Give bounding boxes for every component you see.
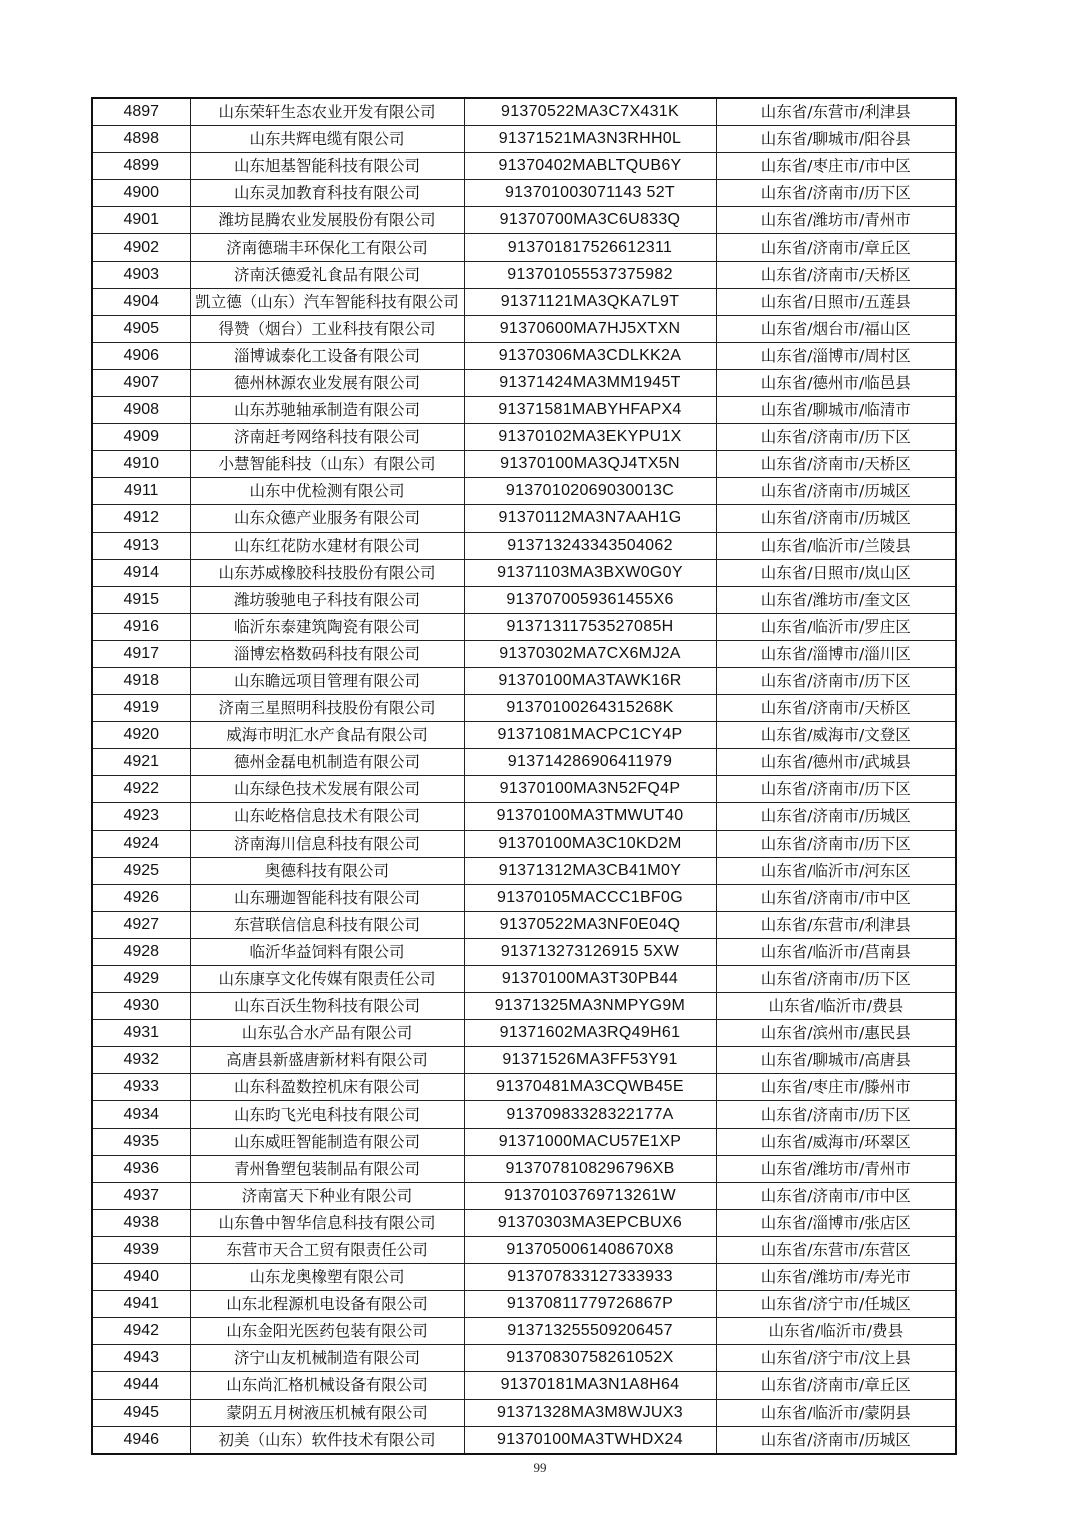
serial-number-cell: 4907 (92, 369, 190, 396)
credit-code-cell: 913714286906411979 (464, 749, 716, 776)
region-cell: 山东省/潍坊市/青州市 (716, 207, 956, 234)
company-name-cell: 济南富天下种业有限公司 (190, 1182, 464, 1209)
company-name-cell: 潍坊昆腾农业发展股份有限公司 (190, 207, 464, 234)
credit-code-cell: 91370306MA3CDLKK2A (464, 342, 716, 369)
serial-number-cell: 4936 (92, 1155, 190, 1182)
table-row (92, 776, 956, 803)
company-name-cell: 山东中优检测有限公司 (190, 478, 464, 505)
table-row (92, 1182, 956, 1209)
credit-code-cell: 91370100MA3TWHDX24 (464, 1426, 716, 1454)
table-row (92, 1101, 956, 1128)
region-cell: 山东省/日照市/五莲县 (716, 288, 956, 315)
table-row (92, 1264, 956, 1291)
serial-number-cell: 4930 (92, 993, 190, 1020)
credit-code-cell: 913701055537375982 (464, 261, 716, 288)
region-cell: 山东省/济南市/历下区 (716, 966, 956, 993)
table-row (92, 397, 956, 424)
serial-number-cell: 4944 (92, 1372, 190, 1399)
company-table-container (91, 97, 955, 1455)
company-name-cell: 山东龙奥橡塑有限公司 (190, 1264, 464, 1291)
serial-number-cell: 4938 (92, 1209, 190, 1236)
serial-number-cell: 4942 (92, 1318, 190, 1345)
region-cell: 山东省/潍坊市/青州市 (716, 1155, 956, 1182)
region-cell: 山东省/济宁市/任城区 (716, 1291, 956, 1318)
credit-code-cell: 91370302MA7CX6MJ2A (464, 640, 716, 667)
credit-code-cell: 91370100MA3TMWUT40 (464, 803, 716, 830)
table-row (92, 938, 956, 965)
region-cell: 山东省/淄博市/淄川区 (716, 640, 956, 667)
credit-code-cell: 91371526MA3FF53Y91 (464, 1047, 716, 1074)
company-name-cell: 德州金磊电机制造有限公司 (190, 749, 464, 776)
table-row (92, 722, 956, 749)
serial-number-cell: 4918 (92, 667, 190, 694)
serial-number-cell: 4920 (92, 722, 190, 749)
company-name-cell: 临沂华益饲料有限公司 (190, 938, 464, 965)
table-row (92, 1236, 956, 1263)
credit-code-cell: 91371602MA3RQ49H61 (464, 1020, 716, 1047)
region-cell: 山东省/枣庄市/市中区 (716, 153, 956, 180)
table-row (92, 261, 956, 288)
table-row (92, 424, 956, 451)
serial-number-cell: 4908 (92, 397, 190, 424)
credit-code-cell: 91371081MACPC1CY4P (464, 722, 716, 749)
credit-code-cell: 91370830758261052X (464, 1345, 716, 1372)
region-cell: 山东省/临沂市/费县 (716, 993, 956, 1020)
serial-number-cell: 4903 (92, 261, 190, 288)
company-name-cell: 山东灵加教育科技有限公司 (190, 180, 464, 207)
serial-number-cell: 4910 (92, 451, 190, 478)
serial-number-cell: 4935 (92, 1128, 190, 1155)
table-row (92, 180, 956, 207)
region-cell: 山东省/济南市/历下区 (716, 180, 956, 207)
serial-number-cell: 4902 (92, 234, 190, 261)
page-number: 99 (533, 1460, 547, 1475)
serial-number-cell: 4934 (92, 1101, 190, 1128)
table-row (92, 695, 956, 722)
region-cell: 山东省/潍坊市/寿光市 (716, 1264, 956, 1291)
serial-number-cell: 4943 (92, 1345, 190, 1372)
region-cell: 山东省/枣庄市/滕州市 (716, 1074, 956, 1101)
serial-number-cell: 4937 (92, 1182, 190, 1209)
company-name-cell: 济南德瑞丰环保化工有限公司 (190, 234, 464, 261)
company-name-cell: 淄博诚泰化工设备有限公司 (190, 342, 464, 369)
region-cell: 山东省/济南市/天桥区 (716, 451, 956, 478)
serial-number-cell: 4913 (92, 532, 190, 559)
credit-code-cell: 913713273126915 5XW (464, 938, 716, 965)
company-name-cell: 东营联信信息科技有限公司 (190, 911, 464, 938)
table-row (92, 1020, 956, 1047)
credit-code-cell: 91370522MA3C7X431K (464, 98, 716, 126)
region-cell: 山东省/济南市/天桥区 (716, 261, 956, 288)
credit-code-cell: 9137070059361455X6 (464, 586, 716, 613)
region-cell: 山东省/临沂市/河东区 (716, 857, 956, 884)
serial-number-cell: 4933 (92, 1074, 190, 1101)
table-row (92, 478, 956, 505)
company-name-cell: 山东康享文化传媒有限责任公司 (190, 966, 464, 993)
region-cell: 山东省/济南市/历城区 (716, 803, 956, 830)
table-row (92, 1209, 956, 1236)
company-name-cell: 德州林源农业发展有限公司 (190, 369, 464, 396)
credit-code-cell: 91370105MACCC1BF0G (464, 884, 716, 911)
credit-code-cell: 91371424MA3MM1945T (464, 369, 716, 396)
table-row (92, 911, 956, 938)
credit-code-cell: 91370100MA3T30PB44 (464, 966, 716, 993)
table-row (92, 1155, 956, 1182)
credit-code-cell: 9137050061408670X8 (464, 1236, 716, 1263)
serial-number-cell: 4919 (92, 695, 190, 722)
table-row (92, 342, 956, 369)
credit-code-cell: 91370983328322177A (464, 1101, 716, 1128)
table-row (92, 234, 956, 261)
credit-code-cell: 91370100264315268K (464, 695, 716, 722)
company-name-cell: 威海市明汇水产食品有限公司 (190, 722, 464, 749)
company-name-cell: 山东屹格信息技术有限公司 (190, 803, 464, 830)
region-cell: 山东省/威海市/环翠区 (716, 1128, 956, 1155)
serial-number-cell: 4916 (92, 613, 190, 640)
serial-number-cell: 4915 (92, 586, 190, 613)
company-name-cell: 得赞（烟台）工业科技有限公司 (190, 315, 464, 342)
company-name-cell: 济南赶考网络科技有限公司 (190, 424, 464, 451)
credit-code-cell: 91370522MA3NF0E04Q (464, 911, 716, 938)
credit-code-cell: 913701003071143 52T (464, 180, 716, 207)
serial-number-cell: 4929 (92, 966, 190, 993)
company-table (91, 97, 957, 1455)
credit-code-cell: 91370100MA3C10KD2M (464, 830, 716, 857)
table-row (92, 586, 956, 613)
company-name-cell: 山东绿色技术发展有限公司 (190, 776, 464, 803)
region-cell: 山东省/济南市/历城区 (716, 478, 956, 505)
company-name-cell: 山东昀飞光电科技有限公司 (190, 1101, 464, 1128)
serial-number-cell: 4931 (92, 1020, 190, 1047)
region-cell: 山东省/济南市/历城区 (716, 1426, 956, 1454)
company-name-cell: 山东众德产业服务有限公司 (190, 505, 464, 532)
region-cell: 山东省/滨州市/惠民县 (716, 1020, 956, 1047)
table-row (92, 884, 956, 911)
serial-number-cell: 4898 (92, 126, 190, 153)
table-row (92, 803, 956, 830)
region-cell: 山东省/临沂市/蒙阴县 (716, 1399, 956, 1426)
table-row (92, 98, 956, 126)
serial-number-cell: 4941 (92, 1291, 190, 1318)
region-cell: 山东省/济南市/章丘区 (716, 234, 956, 261)
region-cell: 山东省/济南市/市中区 (716, 884, 956, 911)
region-cell: 山东省/济南市/市中区 (716, 1182, 956, 1209)
table-row (92, 1345, 956, 1372)
credit-code-cell: 91371000MACU57E1XP (464, 1128, 716, 1155)
region-cell: 山东省/东营市/利津县 (716, 98, 956, 126)
region-cell: 山东省/烟台市/福山区 (716, 315, 956, 342)
company-name-cell: 山东弘合水产品有限公司 (190, 1020, 464, 1047)
region-cell: 山东省/济南市/历下区 (716, 776, 956, 803)
company-name-cell: 山东北程源机电设备有限公司 (190, 1291, 464, 1318)
credit-code-cell: 91370102MA3EKYPU1X (464, 424, 716, 451)
credit-code-cell: 91370100MA3N52FQ4P (464, 776, 716, 803)
region-cell: 山东省/临沂市/费县 (716, 1318, 956, 1345)
region-cell: 山东省/威海市/文登区 (716, 722, 956, 749)
credit-code-cell: 91370112MA3N7AAH1G (464, 505, 716, 532)
region-cell: 山东省/聊城市/临清市 (716, 397, 956, 424)
region-cell: 山东省/德州市/临邑县 (716, 369, 956, 396)
credit-code-cell: 913707833127333933 (464, 1264, 716, 1291)
credit-code-cell: 91371328MA3M8WJUX3 (464, 1399, 716, 1426)
region-cell: 山东省/淄博市/张店区 (716, 1209, 956, 1236)
credit-code-cell: 91371581MABYHFAPX4 (464, 397, 716, 424)
table-row (92, 667, 956, 694)
credit-code-cell: 91370811779726867P (464, 1291, 716, 1318)
credit-code-cell: 91371521MA3N3RHH0L (464, 126, 716, 153)
region-cell: 山东省/临沂市/兰陵县 (716, 532, 956, 559)
table-row (92, 288, 956, 315)
company-name-cell: 初美（山东）软件技术有限公司 (190, 1426, 464, 1454)
table-row (92, 640, 956, 667)
company-name-cell: 奥德科技有限公司 (190, 857, 464, 884)
region-cell: 山东省/济南市/历下区 (716, 667, 956, 694)
company-name-cell: 山东共辉电缆有限公司 (190, 126, 464, 153)
region-cell: 山东省/淄博市/周村区 (716, 342, 956, 369)
credit-code-cell: 91370481MA3CQWB45E (464, 1074, 716, 1101)
table-row (92, 369, 956, 396)
region-cell: 山东省/济南市/章丘区 (716, 1372, 956, 1399)
company-name-cell: 山东荣轩生态农业开发有限公司 (190, 98, 464, 126)
company-name-cell: 山东旭基智能科技有限公司 (190, 153, 464, 180)
serial-number-cell: 4927 (92, 911, 190, 938)
serial-number-cell: 4921 (92, 749, 190, 776)
table-row (92, 1047, 956, 1074)
credit-code-cell: 91370700MA3C6U833Q (464, 207, 716, 234)
company-name-cell: 高唐县新盛唐新材料有限公司 (190, 1047, 464, 1074)
credit-code-cell: 913713255509206457 (464, 1318, 716, 1345)
serial-number-cell: 4909 (92, 424, 190, 451)
region-cell: 山东省/聊城市/高唐县 (716, 1047, 956, 1074)
region-cell: 山东省/济南市/天桥区 (716, 695, 956, 722)
company-name-cell: 济南三星照明科技股份有限公司 (190, 695, 464, 722)
serial-number-cell: 4917 (92, 640, 190, 667)
serial-number-cell: 4912 (92, 505, 190, 532)
serial-number-cell: 4928 (92, 938, 190, 965)
company-name-cell: 淄博宏格数码科技有限公司 (190, 640, 464, 667)
company-name-cell: 山东珊迦智能科技有限公司 (190, 884, 464, 911)
credit-code-cell: 91370303MA3EPCBUX6 (464, 1209, 716, 1236)
company-name-cell: 济宁山友机械制造有限公司 (190, 1345, 464, 1372)
company-name-cell: 东营市天合工贸有限责任公司 (190, 1236, 464, 1263)
company-name-cell: 山东苏驰轴承制造有限公司 (190, 397, 464, 424)
region-cell: 山东省/聊城市/阳谷县 (716, 126, 956, 153)
company-name-cell: 山东百沃生物科技有限公司 (190, 993, 464, 1020)
credit-code-cell: 913701817526612311 (464, 234, 716, 261)
region-cell: 山东省/日照市/岚山区 (716, 559, 956, 586)
table-row (92, 1399, 956, 1426)
serial-number-cell: 4905 (92, 315, 190, 342)
credit-code-cell: 91371325MA3NMPYG9M (464, 993, 716, 1020)
serial-number-cell: 4946 (92, 1426, 190, 1454)
credit-code-cell: 91370102069030013C (464, 478, 716, 505)
table-row (92, 315, 956, 342)
table-row (92, 559, 956, 586)
company-name-cell: 山东鲁中智华信息科技有限公司 (190, 1209, 464, 1236)
company-name-cell: 凯立德（山东）汽车智能科技有限公司 (190, 288, 464, 315)
credit-code-cell: 91370600MA7HJ5XTXN (464, 315, 716, 342)
table-row (92, 207, 956, 234)
serial-number-cell: 4897 (92, 98, 190, 126)
company-name-cell: 临沂东泰建筑陶瓷有限公司 (190, 613, 464, 640)
serial-number-cell: 4900 (92, 180, 190, 207)
serial-number-cell: 4945 (92, 1399, 190, 1426)
region-cell: 山东省/济宁市/汶上县 (716, 1345, 956, 1372)
table-row (92, 153, 956, 180)
company-name-cell: 山东瞻远项目管理有限公司 (190, 667, 464, 694)
credit-code-cell: 91370402MABLTQUB6Y (464, 153, 716, 180)
region-cell: 山东省/东营市/东营区 (716, 1236, 956, 1263)
serial-number-cell: 4901 (92, 207, 190, 234)
company-name-cell: 山东苏威橡胶科技股份有限公司 (190, 559, 464, 586)
company-name-cell: 青州鲁塑包装制品有限公司 (190, 1155, 464, 1182)
table-row (92, 1426, 956, 1454)
table-row (92, 1128, 956, 1155)
company-name-cell: 济南沃德爱礼食品有限公司 (190, 261, 464, 288)
region-cell: 山东省/济南市/历下区 (716, 830, 956, 857)
serial-number-cell: 4922 (92, 776, 190, 803)
credit-code-cell: 91370100MA3QJ4TX5N (464, 451, 716, 478)
company-name-cell: 山东威旺智能制造有限公司 (190, 1128, 464, 1155)
company-name-cell: 蒙阴五月树液压机械有限公司 (190, 1399, 464, 1426)
credit-code-cell: 91371103MA3BXW0G0Y (464, 559, 716, 586)
table-row (92, 505, 956, 532)
credit-code-cell: 91371121MA3QKA7L9T (464, 288, 716, 315)
company-name-cell: 济南海川信息科技有限公司 (190, 830, 464, 857)
serial-number-cell: 4914 (92, 559, 190, 586)
table-row (92, 749, 956, 776)
company-name-cell: 山东金阳光医药包装有限公司 (190, 1318, 464, 1345)
table-row (92, 857, 956, 884)
table-row (92, 532, 956, 559)
table-row (92, 613, 956, 640)
company-name-cell: 山东红花防水建材有限公司 (190, 532, 464, 559)
company-name-cell: 小慧智能科技（山东）有限公司 (190, 451, 464, 478)
credit-code-cell: 91370103769713261W (464, 1182, 716, 1209)
credit-code-cell: 91370181MA3N1A8H64 (464, 1372, 716, 1399)
table-row (92, 126, 956, 153)
region-cell: 山东省/济南市/历下区 (716, 1101, 956, 1128)
serial-number-cell: 4924 (92, 830, 190, 857)
region-cell: 山东省/东营市/利津县 (716, 911, 956, 938)
credit-code-cell: 913713243343504062 (464, 532, 716, 559)
table-body (92, 98, 956, 1454)
region-cell: 山东省/临沂市/罗庄区 (716, 613, 956, 640)
table-row (92, 830, 956, 857)
region-cell: 山东省/潍坊市/奎文区 (716, 586, 956, 613)
serial-number-cell: 4926 (92, 884, 190, 911)
table-row (92, 966, 956, 993)
table-row (92, 1372, 956, 1399)
serial-number-cell: 4932 (92, 1047, 190, 1074)
serial-number-cell: 4925 (92, 857, 190, 884)
serial-number-cell: 4939 (92, 1236, 190, 1263)
credit-code-cell: 91371311753527085H (464, 613, 716, 640)
region-cell: 山东省/济南市/历城区 (716, 505, 956, 532)
table-row (92, 1318, 956, 1345)
credit-code-cell: 91370100MA3TAWK16R (464, 667, 716, 694)
table-row (92, 1291, 956, 1318)
region-cell: 山东省/临沂市/莒南县 (716, 938, 956, 965)
company-name-cell: 山东科盈数控机床有限公司 (190, 1074, 464, 1101)
table-row (92, 993, 956, 1020)
serial-number-cell: 4904 (92, 288, 190, 315)
region-cell: 山东省/济南市/历下区 (716, 424, 956, 451)
credit-code-cell: 91371312MA3CB41M0Y (464, 857, 716, 884)
table-row (92, 451, 956, 478)
serial-number-cell: 4906 (92, 342, 190, 369)
region-cell: 山东省/德州市/武城县 (716, 749, 956, 776)
serial-number-cell: 4911 (92, 478, 190, 505)
serial-number-cell: 4899 (92, 153, 190, 180)
company-name-cell: 潍坊骏驰电子科技有限公司 (190, 586, 464, 613)
table-row (92, 1074, 956, 1101)
serial-number-cell: 4940 (92, 1264, 190, 1291)
serial-number-cell: 4923 (92, 803, 190, 830)
credit-code-cell: 9137078108296796XB (464, 1155, 716, 1182)
company-name-cell: 山东尚汇格机械设备有限公司 (190, 1372, 464, 1399)
